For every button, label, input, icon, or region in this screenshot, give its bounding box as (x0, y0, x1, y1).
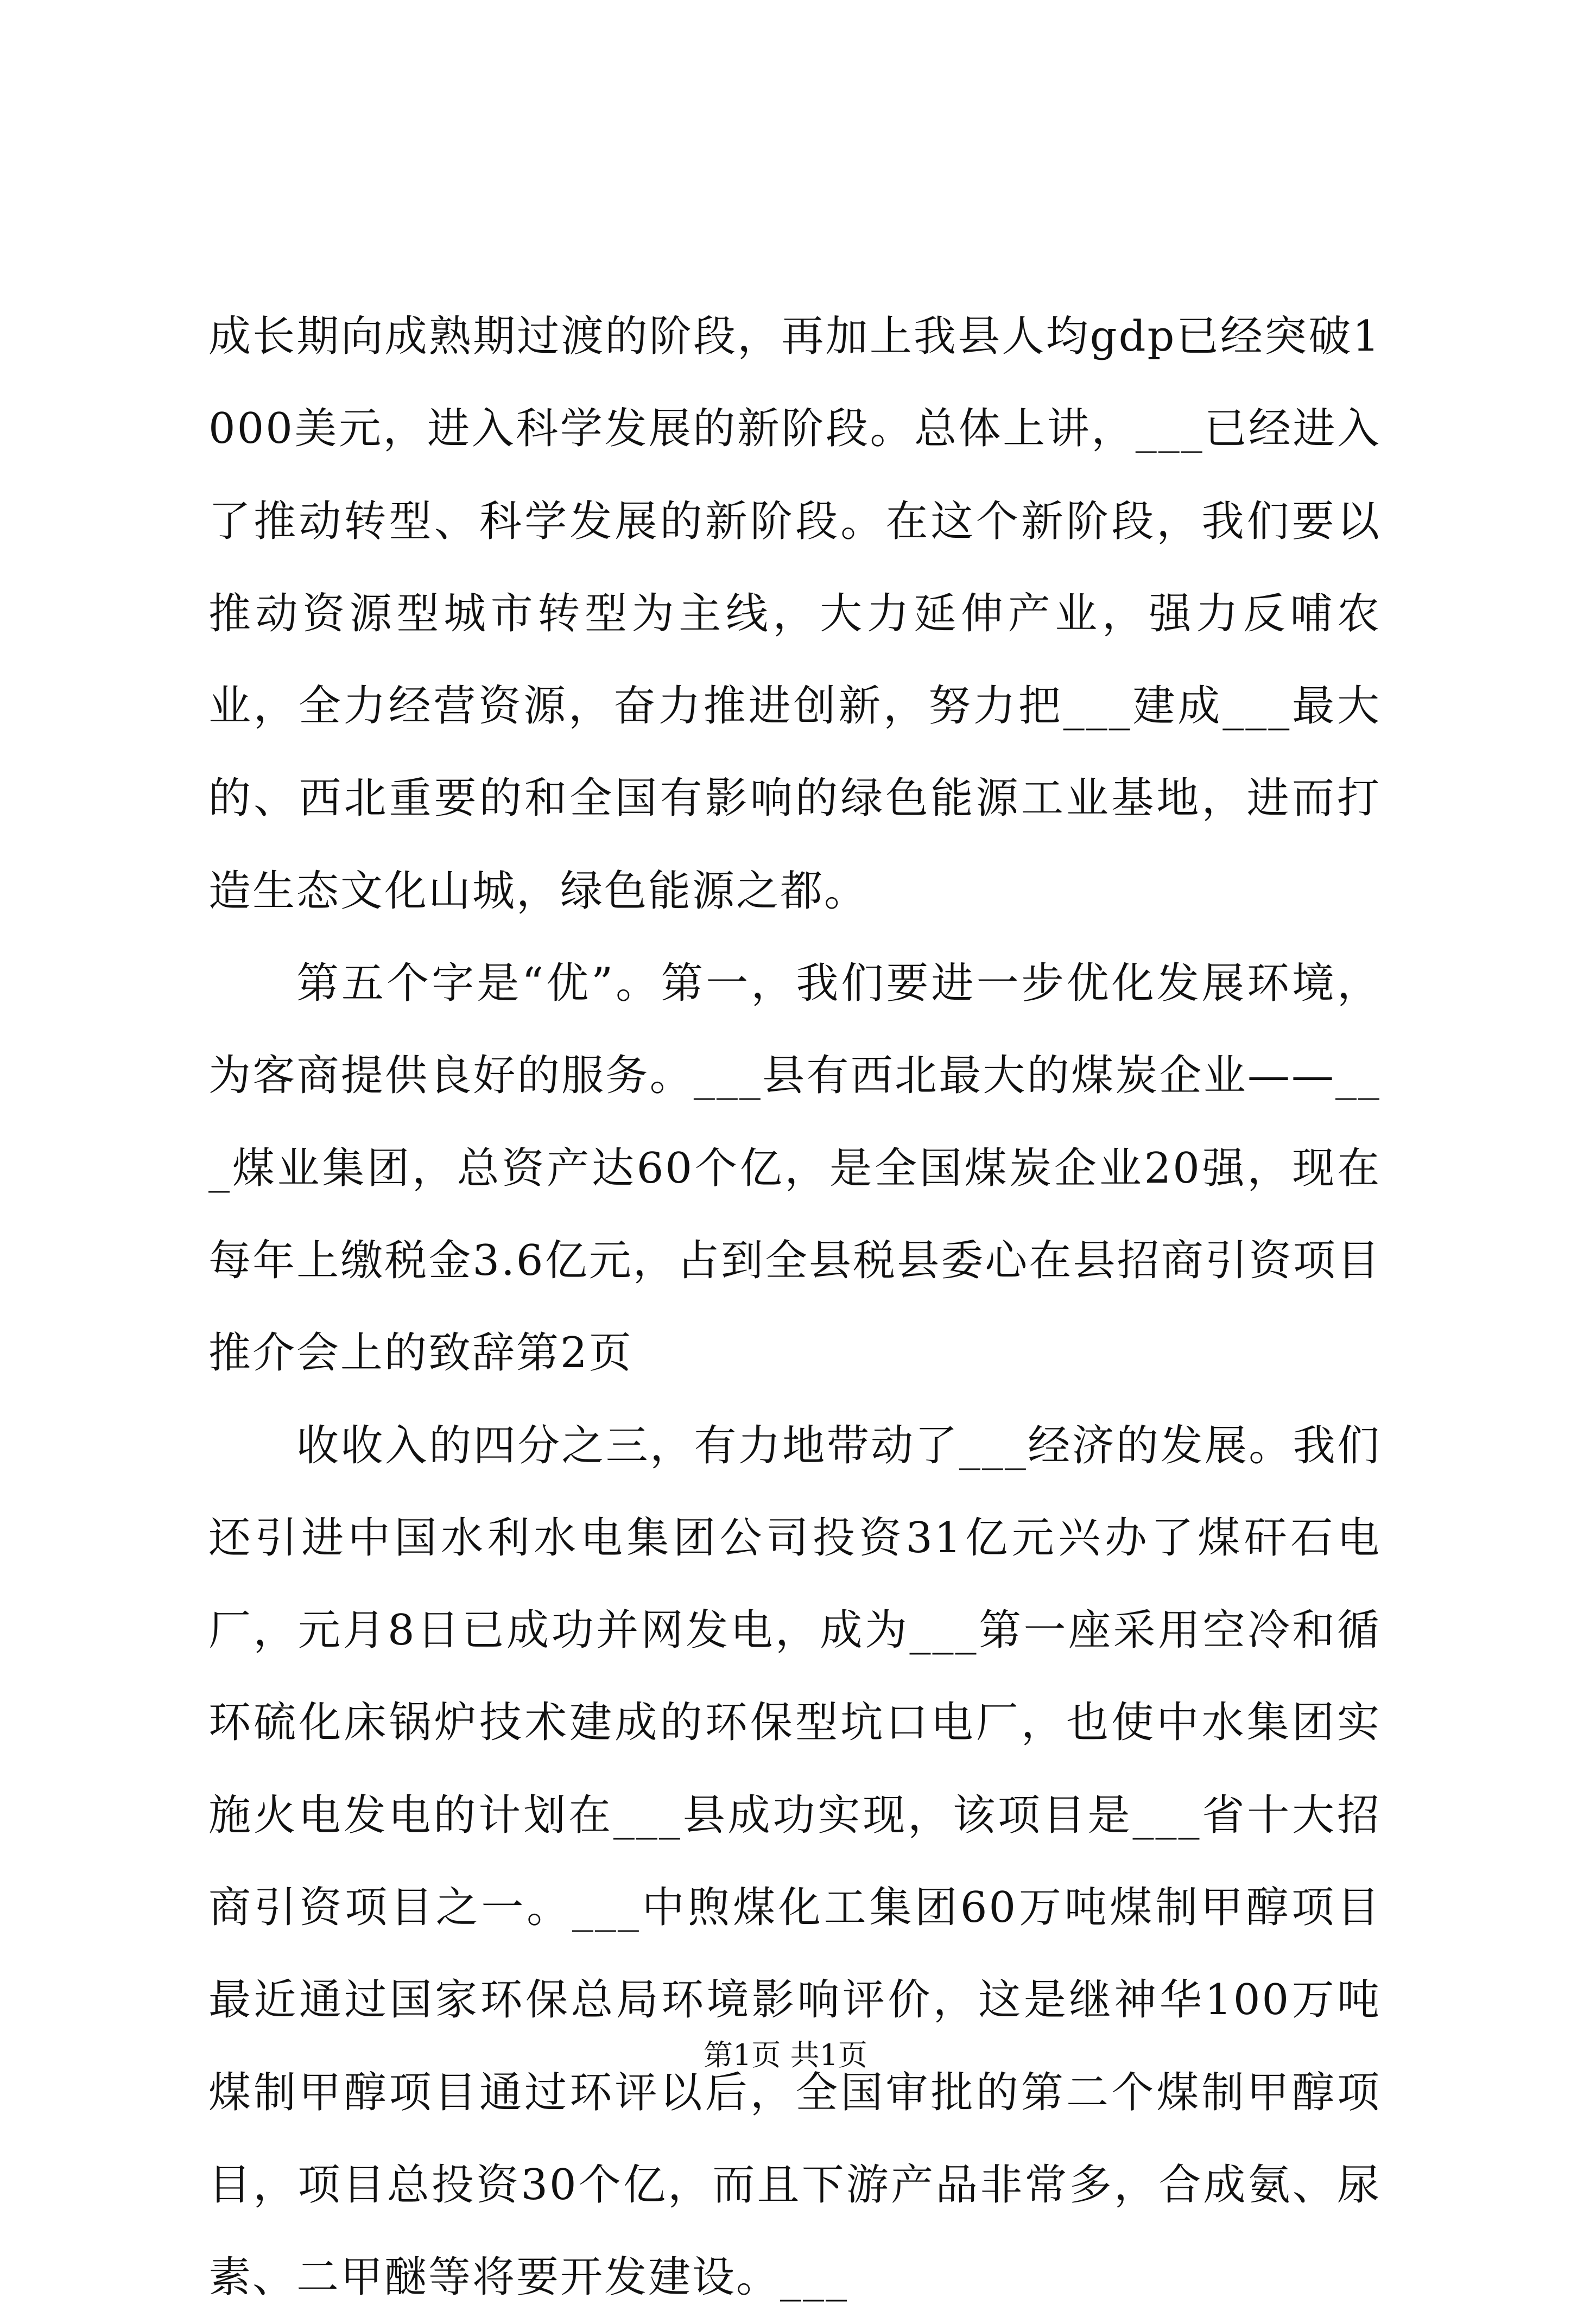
paragraph-2: 第五个字是“优”。第一，我们要进一步优化发展环境，为客商提供良好的服务。___县有西北最大的煤炭企业——___煤业集团，总资产达60个亿，是全国煤炭企业20强，现在每年上缴税金3.6亿元，占到全县税县委心在县招商引资项目推介会上的致辞第2页 (208, 959, 1381, 1378)
paragraph-3: 收收入的四分之三，有力地带动了___经济的发展。我们还引进中国水利水电集团公司投资31亿元兴办了煤矸石电厂，元月8日已成功并网发电，成为___第一座采用空冷和循环硫化床锅炉技术建成的环保型坑口电厂，也使中水集团实施火电发电的计划在___县成功实现，该项目是___省十大招商引资项目之一。___中煦煤化工集团60万吨煤制甲醇项目最近通过国家环保总局环境影响评价，这是继神华100万吨煤制甲醇项目通过环评以后，全国审批的第二个煤制甲醇项目，项目总投资30个亿，而且下游产品非常多，合成氨、尿素、二甲醚等将要开发建设。___ (208, 1421, 1381, 2302)
paragraph-1: 成长期向成熟期过渡的阶段，再加上我县人均gdp已经突破1000美元，进入科学发展的新阶段。总体上讲，___已经进入了推动转型、科学发展的新阶段。在这个新阶段，我们要以推动资源型城市转型为主线，大力延伸产业，强力反哺农业，全力经营资源，奋力推进创新，努力把___建成___最大的、西北重要的和全国有影响的绿色能源工业基地，进而打造生态文化山城，绿色能源之都。 (208, 312, 1381, 916)
document-body (208, 290, 1381, 2324)
page-footer: 第1页 共1页 (704, 2038, 867, 2072)
